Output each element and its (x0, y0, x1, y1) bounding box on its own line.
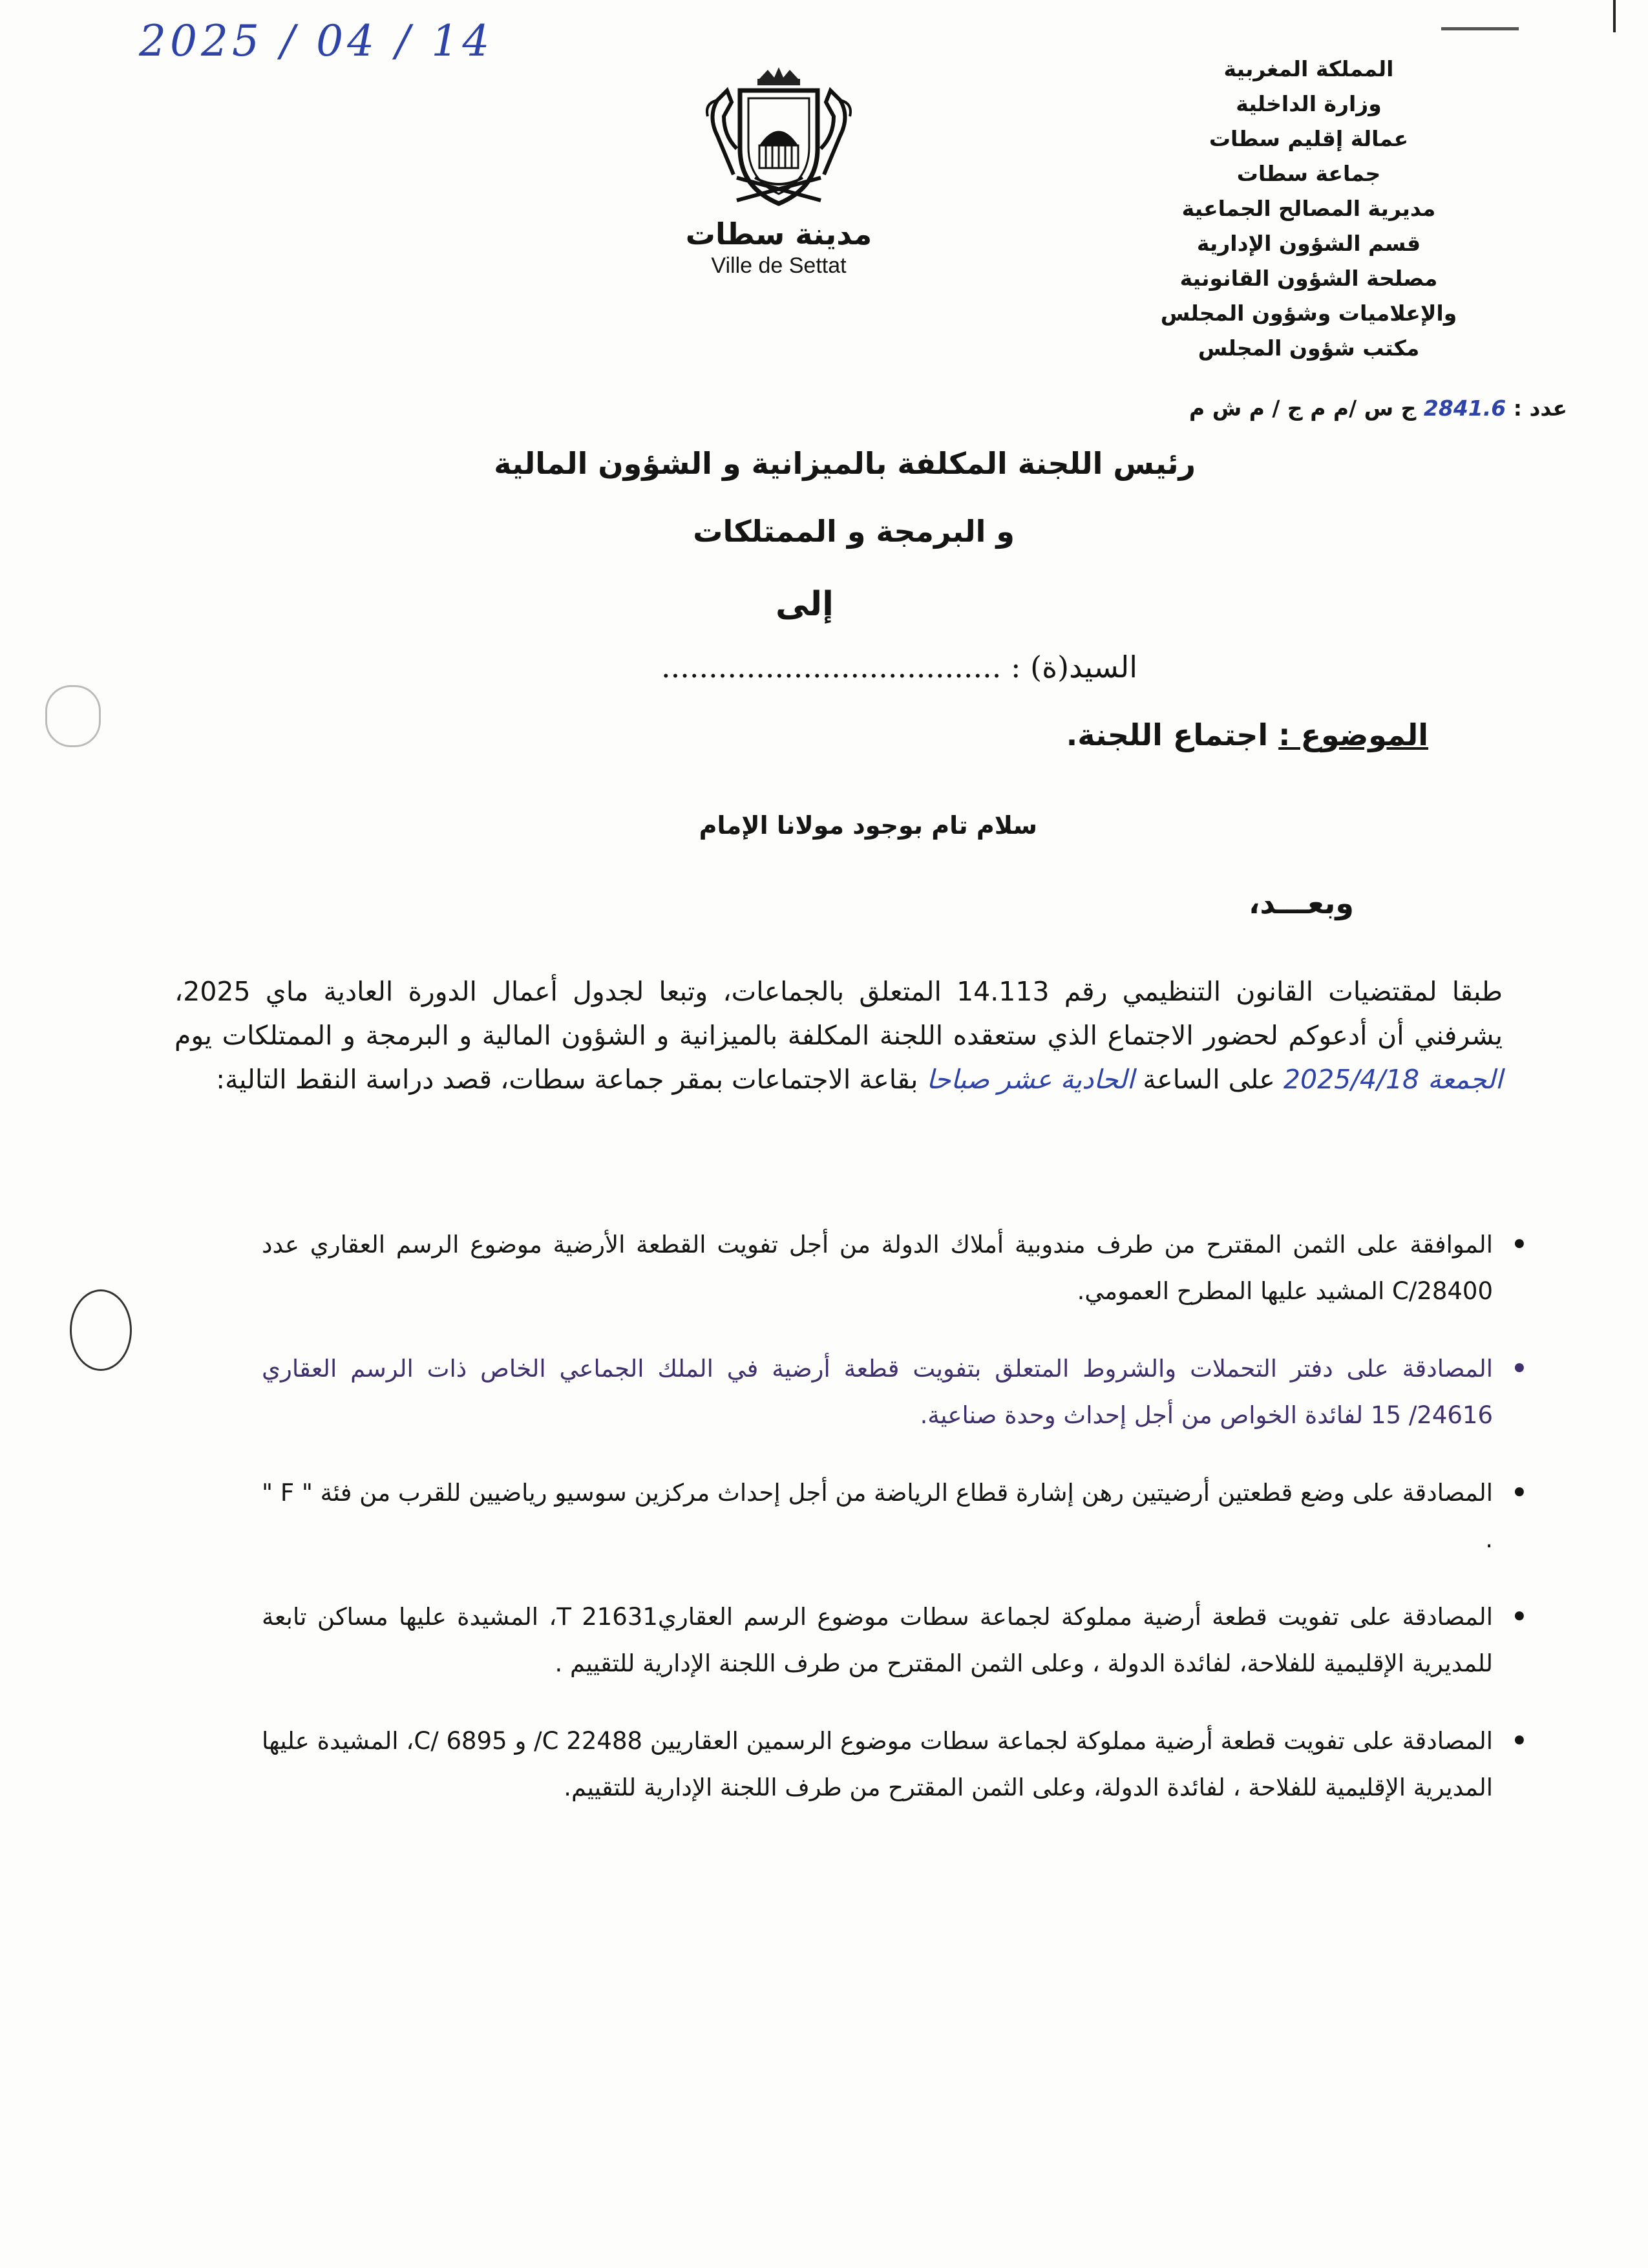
addressee-line: السيد(ة) : .................................... (661, 650, 1137, 684)
handwritten-date: 2025 / 04 / 14 (139, 16, 494, 66)
agenda-item: • المصادقة على تفويت قطعة أرضية مملوكة لجماعة سطات موضوع الرسمين العقاريين 22488 C/ و 6895 /C، المشيدة عليها المديرية الإقليمية للفلاحة ، لفائدة الدولة، وعلى الثمن المقترح من طرف اللجنة الإدارية للتقييم. (262, 1718, 1528, 1811)
settat-emblem-logo (672, 65, 885, 220)
agenda-item: • المصادقة على دفتر التحملات والشروط المتعلق بتفويت قطعة أرضية في الملك الجماعي الخاص ذات الرسم العقاري 24616/ 15 لفائدة الخواص من أجل إحداث وحدة صناعية. (262, 1346, 1528, 1439)
reference-code: ج س /م م ج / م ش م (1189, 396, 1417, 421)
reference-label: عدد : (1513, 396, 1567, 421)
subject-text: اجتماع اللجنة. (1066, 717, 1269, 752)
letterhead-line: مكتب شؤون المجلس (1198, 335, 1420, 361)
logo-arabic-text: مدينة سطات (685, 217, 872, 251)
letterhead (1083, 52, 1535, 366)
logo-french-text: Ville de Settat (711, 253, 847, 278)
scan-edge-mark (1613, 0, 1616, 32)
to-label: إلى (776, 585, 834, 624)
reference-number: 2841.6 (1423, 396, 1506, 421)
sender-title-line1: رئيس اللجنة المكلفة بالميزانية و الشؤون المالية (494, 446, 1196, 481)
letterhead-line: عمالة إقليم سطات (1209, 126, 1409, 151)
letterhead-line: قسم الشؤون الإدارية (1196, 231, 1421, 256)
body-paragraph (174, 970, 1503, 1101)
letterhead-line: والإعلاميات وشؤون المجلس (1160, 301, 1457, 326)
scan-top-mark (1441, 27, 1519, 30)
subject-label: الموضوع : (1278, 717, 1428, 752)
subject-line (1066, 717, 1428, 752)
body-text-part3: بقاعة الاجتماعات بمقر جماعة سطات، قصد دراسة النقط التالية: (216, 1064, 918, 1095)
sender-title-line2: و البرمجة و الممتلكات (693, 514, 1015, 549)
letterhead-line: المملكة المغربية (1223, 56, 1394, 81)
letterhead-line: مديرية المصالح الجماعية (1181, 196, 1436, 221)
staple-mark (45, 685, 101, 747)
agenda-item: • الموافقة على الثمن المقترح من طرف مندوبية أملاك الدولة من أجل تفويت القطعة الأرضية موضوع الرسم العقاري عدد C/28400 المشيد عليها المطرح العمومي. (262, 1222, 1528, 1315)
body-text-part1: طبقا لمقتضيات القانون التنظيمي رقم 14.113 المتعلق بالجماعات، وتبعا لجدول أعمال الدورة العادية ماي 2025، يشرفني أن أدعوكم لحضور الاجتماع الذي ستعقده اللجنة المكلفة بالميزانية و الشؤون المالية و البرمجة و الممتلكات يوم (174, 976, 1503, 1051)
agenda-item: • المصادقة على وضع قطعتين أرضيتين رهن إشارة قطاع الرياضة من أجل إحداث مركزين سوسيو رياضيين للقرب من فئة " F " . (262, 1470, 1528, 1563)
letterhead-line: جماعة سطات (1236, 161, 1381, 186)
letterhead-line: مصلحة الشؤون القانونية (1179, 266, 1438, 291)
body-text-part2: على الساعة (1143, 1064, 1275, 1095)
handwritten-hour: الحادية عشر صباحا (926, 1064, 1135, 1095)
opening-phrase: وبعـــد، (1248, 885, 1354, 920)
reference-line (1189, 396, 1567, 421)
handwritten-day: الجمعة 2025/4/18 (1283, 1064, 1503, 1095)
punch-hole (70, 1289, 132, 1371)
greeting: سلام تام بوجود مولانا الإمام (699, 811, 1037, 840)
agenda-item: • المصادقة على تفويت قطعة أرضية مملوكة لجماعة سطات موضوع الرسم العقاري21631 T، المشيدة عليها مساكن تابعة للمديرية الإقليمية للفلاحة، لفائدة الدولة ، وعلى الثمن المقترح من طرف اللجنة الإدارية للتقييم . (262, 1594, 1528, 1687)
agenda-list (262, 1222, 1528, 1842)
letterhead-line: وزارة الداخلية (1236, 91, 1382, 116)
